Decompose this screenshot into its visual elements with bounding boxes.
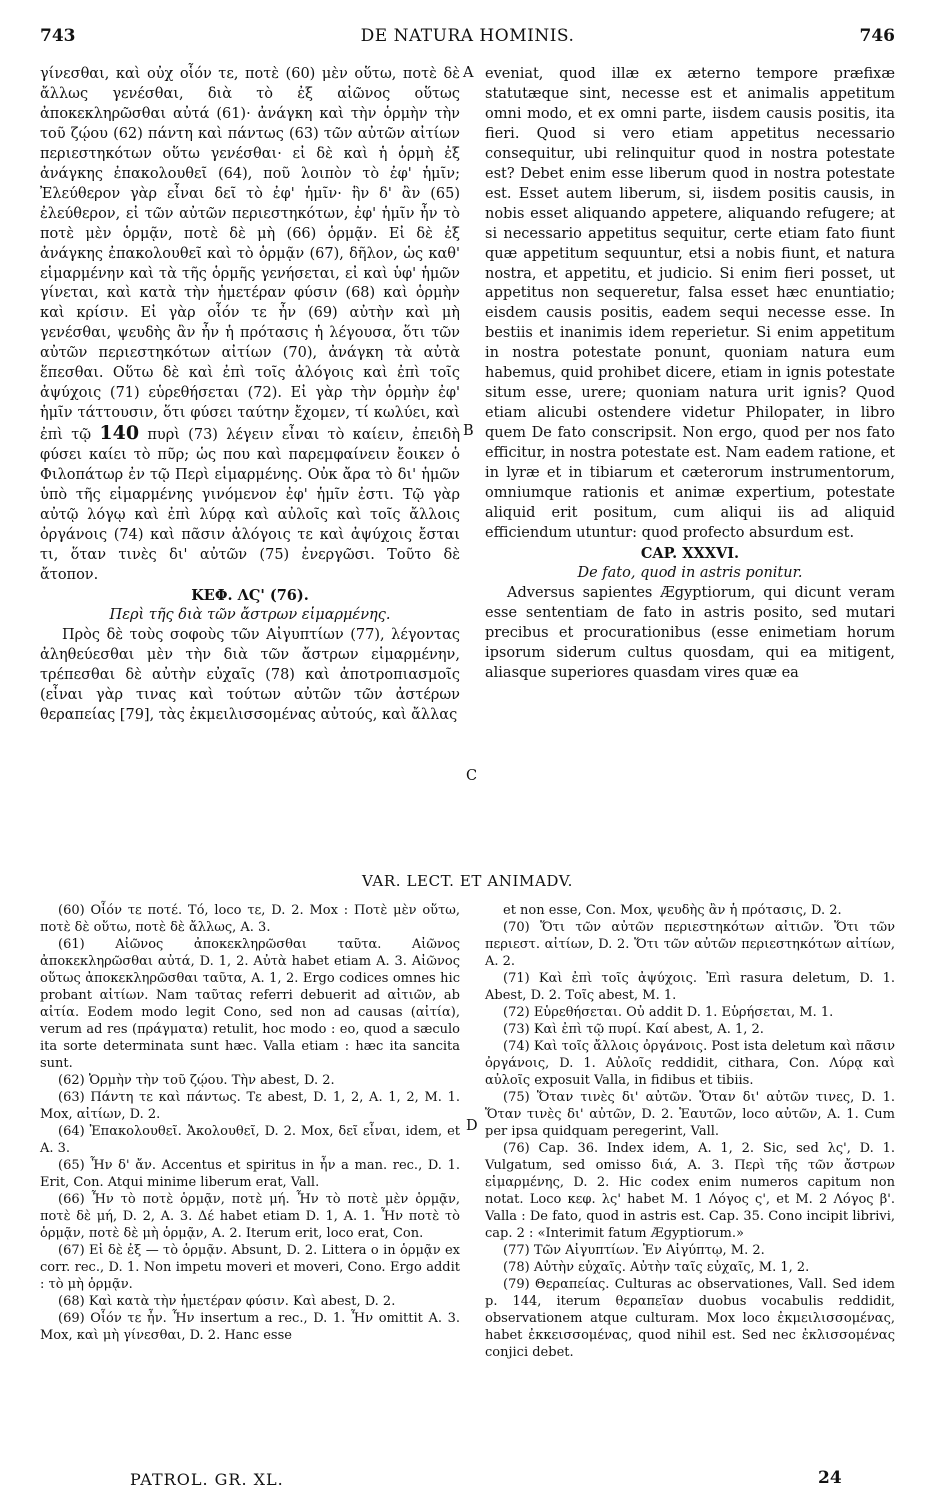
margin-marker-a: A (463, 65, 474, 81)
note-entry: (79) Θεραπείας. Culturas ac observationes, Vall. Sed idem p. 144, iterum θεραπεῖαν duobus vocabulis reddidit, observationem atque culturam. Mox loco ἐκμειλισσομένας, habet ἐκκεισσομένας, quod nihil est. Sed nec ἐκλισσομένας conjici debet. (485, 1277, 895, 1360)
note-entry: (62) Ὁρμὴν τὴν τοῦ ζῴου. Τὴν abest, D. 2. (58, 1073, 335, 1088)
greek-chapter-heading: ΚΕΦ. ΛϚ' (76). (191, 586, 309, 604)
note-entry: (67) Εἰ δὲ ἐξ — τὸ ὁρμᾷν. Absunt, D. 2. Littera o in ὁρμᾷν ex corr. rec., D. 1. Non impetu moveri et moveri, Cono. Ergo addit : τὸ μὴ ὁρμᾷν. (40, 1243, 460, 1292)
greek-paragraph (40, 65, 460, 586)
note-entry: (75) Ὅταν τινὲς δι' αὐτῶν. Ὅταν δι' αὐτῶν τινες, D. 1. Ὅταν τινὲς δι' αὐτῶν, D. 2. Ἑαυτῶν, loco αὐτῶν, A. 1. Cum per ipsa quidquam peregerint, Vall. (485, 1090, 895, 1139)
note-entry: (69) Οἷόν τε ἦν. Ἦν insertum a rec., D. 1. Ἦν omittit A. 3. Mox, καὶ μὴ γίνεσθαι, D. 2. Hanc esse (40, 1311, 460, 1343)
note-entry: (78) Αὐτὴν εὐχαῖς. Αὐτὴν ταῖς εὐχαῖς, M. 1, 2. (503, 1260, 810, 1275)
running-title: DE NATURA HOMINIS. (360, 26, 575, 46)
notes-right-column (485, 902, 895, 1361)
greek-paragraph-2: Πρὸς δὲ τοὺς σοφοὺς τῶν Αἰγυπτίων (77), λέγοντας ἀληθεύεσθαι μὲν τὴν διὰ τῶν ἄστρων εἱμαρμένην, τρέπεσθαι δὲ αὐτὴν εὐχαῖς (78) καὶ ἀποτροπιασμοῖς (εἶναι γὰρ τινας καὶ τούτων αὐτῶν τῶν ἀστέρων θεραπείας [79], τὰς ἐκμειλισσομένας αὐτούς, καὶ ἄλλας (40, 626, 460, 723)
note-entry: (73) Καὶ ἐπὶ τῷ πυρί. Καί abest, A. 1, 2. (503, 1022, 764, 1037)
latin-column (485, 65, 895, 684)
note-entry: (66) Ἦν τὸ ποτὲ ὁρμᾷν, ποτὲ μή. Ἦν τὸ ποτὲ μὲν ὁρμᾷν, ποτὲ δὲ μή, D. 2, A. 3. Δέ habet etiam D. 1, A. 1. Ἦν ποτὲ τὸ ὁρμᾷν, ποτὲ δὲ μὴ ὁρμᾷν, A. 2. Iterum erit, loco erat, Con. (40, 1192, 460, 1241)
note-entry: (68) Καὶ κατὰ τὴν ἡμετέραν φύσιν. Καὶ abest, D. 2. (58, 1294, 396, 1309)
note-entry: (61) Αἰῶνος ἀποκεκληρῶσθαι ταῦτα. Αἰῶνος ἀποκεκληρῶσθαι αὐτά, D. 1, 2. Αὐτὰ habet etiam A. 3. Αἰῶνος οὕτως ἀποκεκληρῶσθαι ταῦτα, A. 1, 2. Ergo codices omnes hic probant αἰτίων. Nam ταῦτας referri debuerit ad αἰτιῶν, ab αἰτία. Eodem modo legit Cono, sed non ad causas (αἰτία), verum ad res (πράγματα) retulit, hoc modo : eo, quod a sæculo ita sorte determinata sunt hæc. Valla etiam : hæc ita sancita sunt. (40, 937, 460, 1071)
greek-text-part2: πυρὶ (73) λέγειν εἶναι τὸ καίειν, ἐπειδὴ φύσει καίει τὸ πῦρ; ὡς που καὶ παρεμφαίνειν ἔοικεν ὁ Φιλοπάτωρ ἐν τῷ Περὶ εἱμαρμένης. Οὐκ ἄρα τὸ δι' ἡμῶν ὑπὸ τῆς εἱμαρμένης γινόμενον ἐφ' ἡμῖν ἐστι. Τῷ γὰρ αὐτῷ λόγῳ καὶ ἐπὶ λύρᾳ καὶ αὐλοῖς καὶ τοῖς ἄλλοις ὀργάνοις (74) καὶ πᾶσιν ἀλόγοις τε καὶ ἀψύχοις ἔσται τι, ὅταν τινὲς δι' αὐτῶν (75) ἐνεργῶσι. Τοῦτο δὲ ἄτοπον. (40, 427, 461, 583)
footer-series-title: PATROL. GR. XL. (130, 1470, 284, 1489)
notes-heading-text: VAR. LECT. ET ANIMADV. (354, 872, 581, 890)
page-number-left: 743 (40, 26, 76, 46)
note-entry: (65) Ἦν δ' ἄν. Accentus et spiritus in ἦν a man. rec., D. 1. Erit, Con. Atqui minime liberum erat, Vall. (40, 1158, 460, 1190)
notes-left-column (40, 902, 460, 1344)
margin-marker-b: B (463, 423, 474, 439)
latin-chapter-title: De fato, quod in astris ponitur. (577, 564, 803, 581)
footer-signature: 24 (818, 1468, 842, 1488)
note-entry: (60) Οἷόν τε ποτέ. Τό, loco τε, D. 2. Mox : Ποτὲ μὲν οὕτω, ποτὲ δὲ οὕτω, ποτὲ δὲ ἄλλως, A. 3. (40, 903, 460, 935)
note-entry: (76) Cap. 36. Index idem, A. 1, 2. Sic, sed λς', D. 1. Vulgatum, sed omisso διά, A. 3. Περὶ τῆς τῶν ἄστρων εἱμαρμένης, D. 2. Hic codex enim numeros capitum non notat. Loco κεφ. λς' habet M. 1 Λόγος ς', et M. 2 Λόγος β'. Valla : De fato, quod in astris est. Cap. 35. Cono incipit librivi, cap. 2 : «Interimit fatum Ægyptiorum.» (485, 1141, 895, 1241)
greek-column (40, 65, 460, 725)
note-entry: (71) Καὶ ἐπὶ τοῖς ἀψύχοις. Ἐπὶ rasura deletum, D. 1. Abest, D. 2. Τοῖς abest, M. 1. (485, 971, 895, 1003)
latin-paragraph-2: Adversus sapientes Ægyptiorum, qui dicunt veram esse sententiam de fato in astris posito, sed mutari precibus et procurationibus (esse enimetiam horum ipsorum siderum cultus quosdam, qui ea mitigent, aliasque superiores quasdam vires quæ ea (485, 584, 895, 681)
latin-paragraph: eveniat, quod illæ ex æterno tempore præfixæ statutæque sint, necesse est et animalis appetitum omni modo, et ex omni parte, iisdem causis positis, ita fieri. Quod si vero etiam appetitus necessario consequitur, ubi relinquitur quod in nostra potestate est? Debet enim esse liberum quod in nostra potestate est. Esset autem liberum, si, iisdem positis causis, in nobis esset aliquando appetere, aliquando refugere; at si necessario appetitus sequitur, certe etiam fato fiunt quæ appetitum sequuntur, etsi a nobis fiunt, et natura nostra, et appetitu, et judicio. Si enim fieri posset, ut appetitus non sequeretur, falsa esset hæc enuntiatio; eisdem causis positis, eadem sequi necesse esse. In bestiis et inanimis idem reperietur. Si enim appetitum in nostra potestate ponunt, quoniam natura eum habemus, quid prohibet dicere, etiam in ignis potestate situm esse, urere; quoniam natura urit ignis? Quod etiam alicubi ostendere videtur Philopater, in libro quem De fato conscripsit. Non ergo, quod per nos fato efficitur, in nostra potestate est. Nam eadem ratione, et in lyræ et in tibiarum et cæterorum instrumentorum, omniumque rationis et animæ expertium, potestate aliquid erit positum, cum aliqui iis ad aliquid efficiendum utuntur: quod profecto absurdum est. (485, 66, 895, 541)
margin-marker-d: D (466, 1118, 478, 1134)
note-entry: (72) Εὑρεθήσεται. Οὐ addit D. 1. Εὑρήσεται, M. 1. (503, 1005, 834, 1020)
notes-heading (40, 872, 895, 890)
margin-marker-c: C (466, 768, 478, 784)
marginal-number: 140 (99, 422, 140, 445)
note-entry: (64) Ἐπακολουθεῖ. Ἀκολουθεῖ, D. 2. Mox, δεῖ εἶναι, idem, et A. 3. (40, 1124, 460, 1156)
greek-text-part1: γίνεσθαι, καὶ οὐχ οἷόν τε, ποτὲ (60) μὲν οὕτω, ποτὲ δὲ ἄλλως γενέσθαι, διὰ τὸ ἐξ αἰῶνος οὕτως ἀποκεκληρῶσθαι αὐτά (61)· ἀνάγκη καὶ τὴν ὁρμὴν τὴν τοῦ ζῴου (62) πάντη καὶ πάντως (63) τῶν αὐτῶν αἰτίων περιεστηκότων οὕτω γενέσθαι· εἰ δὲ καὶ ἡ ὁρμὴ ἐξ ἀνάγκης ἐπακολουθεῖ (64), ποῦ λοιπὸν τὸ ἐφ' ἡμῖν; Ἐλεύθερον γὰρ εἶναι δεῖ τὸ ἐφ' ἡμῖν· ἣν δ' ἂν (65) ἐλεύθερον, εἰ τῶν αὐτῶν περιεστηκότων, ἐφ' ἡμῖν ἦν τὸ ποτὲ μὲν ὁρμᾷν, ποτὲ δὲ μὴ (66) ὁρμᾷν. Εἰ δὲ ἐξ ἀνάγκης ἐπακολουθεῖ καὶ τὸ ὁρμᾷν (67), δῆλον, ὡς καθ' εἱμαρμένην καὶ τὰ τῆς ὁρμῆς γενήσεται, εἰ καὶ ὑφ' ἡμῶν γίνεται, καὶ κατὰ τὴν ἡμετέραν φύσιν (68) καὶ ὁρμὴν καὶ κρίσιν. Εἰ γὰρ οἷόν τε ἦν (69) αὐτὴν καὶ μὴ γενέσθαι, ψευδὴς ἂν ἦν ἡ πρότασις ἡ λέγουσα, ὅτι τῶν αὐτῶν περιεστηκότων αἰτίων (70), ἀνάγκη τὰ αὐτὰ ἕπεσθαι. Οὕτω δὲ καὶ ἐπὶ τοῖς ἀλόγοις καὶ ἐπὶ τοῖς ἀψύχοις (71) εὑρεθήσεται (72). Εἰ γὰρ τὴν ὁρμὴν ἐφ' ἡμῖν τάττουσιν, ὅτι φύσει ταύτην ἔχομεν, τί κωλύει, καὶ ἐπὶ τῷ (40, 66, 460, 444)
running-header (40, 26, 895, 56)
note-entry: (70) Ὅτι τῶν αὐτῶν περιεστηκότων αἰτιῶν. Ὅτι τῶν περιεστ. αἰτίων, D. 2. Ὅτι τῶν αὐτῶν περιεστηκότων αἰτίων, A. 2. (485, 920, 895, 969)
note-entry: (77) Τῶν Αἰγυπτίων. Ἐν Αἰγύπτῳ, M. 2. (503, 1243, 765, 1258)
note-entry: (63) Πάντη τε καὶ πάντως. Τε abest, D. 1, 2, A. 1, 2, M. 1. Mox, αἰτίων, D. 2. (40, 1090, 460, 1122)
page-number-right: 746 (859, 26, 895, 46)
note-entry: et non esse, Con. Mox, ψευδὴς ἂν ἡ πρότασις, D. 2. (503, 903, 842, 918)
note-entry: (74) Καὶ τοῖς ἄλλοις ὀργάνοις. Post ista deletum καὶ πᾶσιν ὀργάνοις, D. 1. Αὐλοῖς reddidit, cithara, Con. Λύρᾳ καὶ αὐλοῖς exposuit Valla, in fidibus et tibiis. (485, 1039, 895, 1088)
latin-chapter-heading: CAP. XXXVI. (640, 544, 740, 562)
greek-chapter-title: Περὶ τῆς διὰ τῶν ἄστρων εἱμαρμένης. (109, 606, 391, 623)
